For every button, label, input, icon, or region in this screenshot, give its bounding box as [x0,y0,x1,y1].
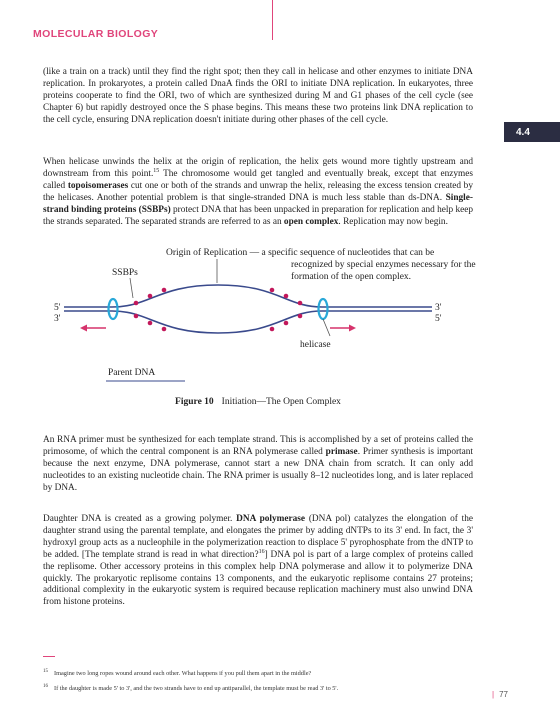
page-number-value: 77 [499,690,508,699]
ssbp-dot [162,288,167,293]
paragraph-rna-primer [43,435,473,495]
open-complex-diagram [40,243,480,388]
ssbp-dot [148,294,153,299]
footnote-ref-15[interactable]: 15 [153,167,160,174]
term-ssbp: Single-strand binding proteins (SSBPs) [43,192,473,215]
top-strand [64,285,432,307]
label-3prime-right: 3' [435,303,442,313]
footnote-15-number: 15 [43,669,48,674]
paragraph-dna-polymerase [43,514,473,609]
p4-text-c: ] DNA pol is part of a large complex of proteins called the replisome. Other accessory proteins in this complex help DNA polymerase and allow it to polymerize DNA quickly. The prokaryotic replisome contains 13 components, and the eukaryotic replisome contains 27 proteins; additional complexity in the eukaryotic system is required because replication machinery must also unwind DNA from histone proteins. [43,549,474,608]
chapter-tab: 4.4 [504,122,560,142]
ssbp-dot [298,314,303,319]
term-open-complex: open complex [283,216,339,227]
p2-text-b: The chromosome would get tangled and eventually break, except that enzymes called [43,168,473,191]
p4-text-a: Daughter DNA is created as a growing polymer. [43,514,237,524]
figure-number: Figure 10 [175,397,214,407]
paragraph-replication-initiation: (like a train on a track) until they find the right spot; then they call in helicase and other enzymes to initiate DNA replication. In prokaryotes, a protein called DnaA finds the ORI to initiate DNA replication. In eukaryotes, three proteins cooperate to find the ORI, two of which are synthesized during M and G1 phases of the cell cycle (see Chapter 6) but rapidly destroyed once the S phase begins. This means these two proteins link DNA replication to the cell cycle, ensuring DNA replication doesn't initiate during other phases of the cell cycle. [43,67,473,125]
p3-text-b: . Primer synthesis is important because the next enzyme, DNA polymerase, cannot start a new DNA chain from scratch. It can only add nucleotides to an existing nucleotide chain. The RNA primer is usually 8–12 nucleotides long, and is later replaced by DNA. [43,446,474,493]
label-5prime-left: 5' [54,303,61,313]
ssbps-label: SSBPs [112,268,138,278]
arrow-right-head [349,325,356,332]
section-header: MOLECULAR BIOLOGY [33,28,159,40]
label-5prime-right: 5' [435,314,442,324]
term-topoisomerases: topoisomerases [67,180,129,191]
label-3prime-left: 3' [54,314,61,324]
origin-label-line1: Origin of Replication — a specific sequence of nucleotides that can be [166,248,435,258]
ssbp-dot [284,294,289,299]
ssbp-dot [270,288,275,293]
bottom-strand [64,311,432,333]
ssbp-dot [298,301,303,306]
page-number-bar: | [492,690,495,699]
helicase-left [109,299,118,319]
footnote-16-text: If the daughter is made 5' to 3', and the two strands have to end up antiparallel, the template must be read 3' to 5'. [54,685,339,693]
p2-text-a: When helicase unwinds the helix at the origin of replication, the helix gets wound more tightly upstream and downstream from this point. [43,157,473,179]
footnote-ref-16[interactable]: 16 [258,548,265,555]
ssbp-markers [134,288,303,332]
figure-caption [43,397,473,407]
p2-text-d: protect DNA that has been unpacked in preparation for replication and help keep the strands separated. The separated strands are referred to as an [43,204,473,227]
footnote-16-number: 16 [43,684,48,689]
helicase-right [319,299,328,319]
p3-text-a: An RNA primer must be synthesized for each template strand. This is accomplished by a set of proteins called the primosome, of which the central component is an RNA polymerase called [43,435,473,457]
ssbps-pointer-line [130,278,133,298]
header-divider [272,0,273,40]
origin-label-line3: formation of the open complex. [291,272,412,282]
p2-text-c: cut one or both of the strands and unwrap the helix, releasing the excess tension created by the helicases. Another potential problem is that single-stranded DNA is much less stable than ds-DNA. [43,180,473,203]
arrow-left-head [80,325,87,332]
ssbp-dot [134,301,139,306]
ssbp-dot [134,314,139,319]
origin-label-line2: recognized by special enzymes necessary for the [291,260,476,270]
paragraph-topoisomerases [43,157,473,228]
footnote-15-text: Imagine two long ropes wound around each other. What happens if you pull them apart in the middle? [54,670,312,678]
helicase-label: helicase [300,340,331,350]
term-primase: primase [325,446,358,457]
footnote-divider [43,656,55,657]
term-dna-polymerase: DNA polymerase [236,514,306,524]
footnote-16 [43,683,483,693]
page-number [492,690,508,699]
ssbp-dot [162,327,167,332]
footnote-15 [43,668,483,678]
p4-text-b: (DNA pol) catalyzes the elongation of the daughter strand using the parental template, and elongates the primer by adding dNTPs to its 3' end. In fact, the 3' hydroxyl group acts as a nucleophile in the polymerization reaction to displace 5' pyrophosphate from the dNTP to be added. [The template strand is read in what direction? [43,514,473,560]
ssbp-dot [284,321,289,326]
p2-text-e: . Replication may now begin. [338,216,448,227]
figure-title: Initiation—The Open Complex [221,397,341,407]
ssbp-dot [270,327,275,332]
ssbp-dot [148,321,153,326]
helicase-pointer-line [323,319,330,336]
parent-dna-label: Parent DNA [108,368,156,378]
